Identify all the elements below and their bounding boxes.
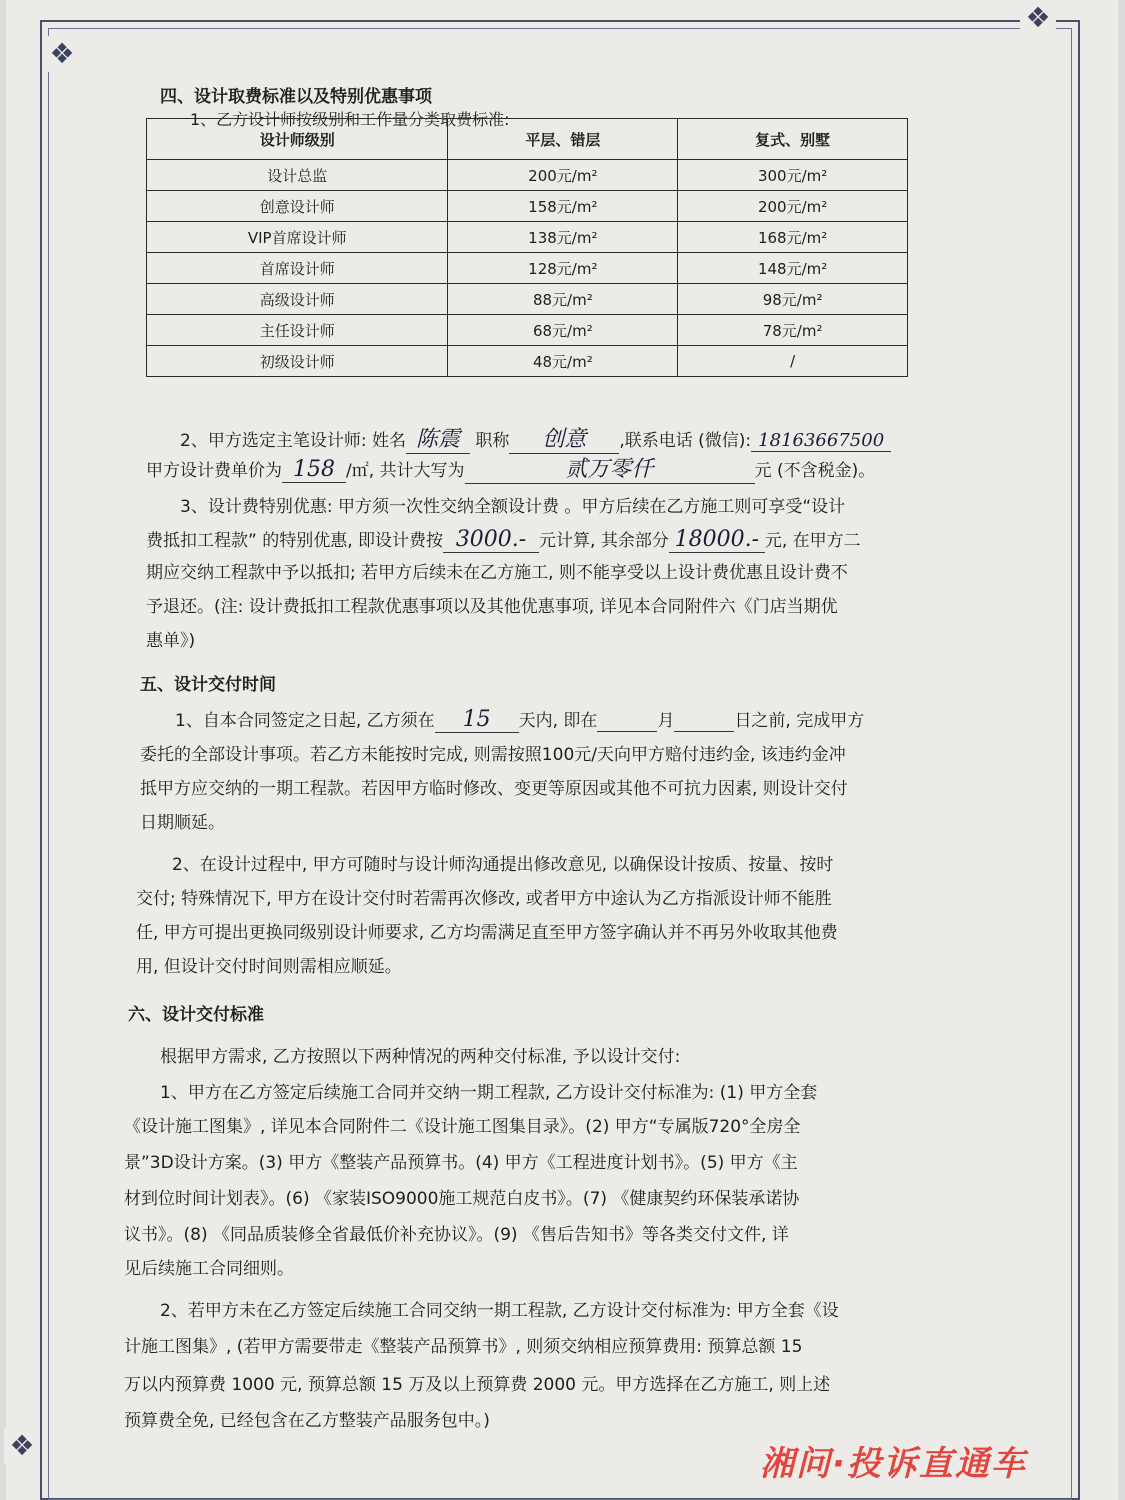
delivery-mid: 天内, 即在 <box>518 711 598 731</box>
cell-level: 初级设计师 <box>147 346 448 377</box>
delivery-line-2: 委托的全部设计事项。若乙方未能按时完成, 则需按照100元/天向甲方赔付违约金, 该违约金冲 <box>140 745 846 765</box>
cell-level: VIP首席设计师 <box>147 222 448 253</box>
standard-p1-line-1: 1、甲方在乙方签定后续施工合同并交纳一期工程款, 乙方设计交付标准为: (1) 甲方全套 <box>160 1083 818 1103</box>
total-handwritten: 贰万零仟 <box>465 452 755 484</box>
discount-line-3: 期应交纳工程款中予以抵扣; 若甲方后续未在乙方施工, 则不能享受以上设计费优惠且设计费不 <box>146 563 848 583</box>
cell-level: 首席设计师 <box>147 253 448 284</box>
fee-table-header-row <box>147 119 908 160</box>
discount-fee-handwritten: 3000.- <box>443 527 539 553</box>
standard-intro: 根据甲方需求, 乙方按照以下两种情况的两种交付标准, 予以设计交付: <box>160 1047 681 1067</box>
standard-p1-line-4: 材到位时间计划表》。(6) 《家装ISO9000施工规范白皮书》。(7) 《健康契约环保装承诺协 <box>124 1189 800 1209</box>
table-row <box>147 191 908 222</box>
discount-prefix: 费抵扣工程款” 的特别优惠, 即设计费按 <box>146 531 444 551</box>
header-duplex: 复式、别墅 <box>678 119 908 160</box>
designer-title-label: 职称 <box>475 431 510 451</box>
cell-flat: 68元/m² <box>448 315 678 346</box>
discount-rest-handwritten: 18000.- <box>669 527 765 553</box>
delivery-line-3: 抵甲方应交纳的一期工程款。若因甲方临时修改、变更等原因或其他不可抗力因素, 则设计交付 <box>140 779 848 799</box>
unit-price-label: 甲方设计费单价为 <box>146 461 282 481</box>
standard-p1-line-2: 《设计施工图集》, 详见本合同附件二《设计施工图集目录》。(2) 甲方“专属版720°全房全 <box>124 1117 801 1137</box>
corner-ornament-icon: ❖ <box>44 36 80 72</box>
corner-ornament-icon: ❖ <box>4 1428 40 1464</box>
delivery-p2-line-4: 用, 但设计交付时间则需相应顺延。 <box>136 957 402 977</box>
table-row <box>147 315 908 346</box>
standard-p2-line-1: 2、若甲方未在乙方签定后续施工合同交纳一期工程款, 乙方设计交付标准为: 甲方全套《设 <box>160 1301 839 1321</box>
phone-handwritten: 18163667500 <box>751 430 891 452</box>
cell-duplex: / <box>678 346 908 377</box>
cell-flat: 48元/m² <box>448 346 678 377</box>
discount-line-1: 3、设计费特别优惠: 甲方须一次性交纳全额设计费 。甲方后续在乙方施工则可享受“设计 <box>180 497 846 517</box>
standard-p1-line-6: 见后续施工合同细则。 <box>124 1259 294 1279</box>
fee-table <box>146 118 908 377</box>
table-row <box>147 346 908 377</box>
cell-flat: 88元/m² <box>448 284 678 315</box>
header-flat: 平层、错层 <box>448 119 678 160</box>
delivery-days-handwritten: 15 <box>435 707 519 733</box>
cell-flat: 128元/m² <box>448 253 678 284</box>
delivery-p2-line-3: 任, 甲方可提出更换同级别设计师要求, 乙方均需满足直至甲方签字确认并不再另外收取其他费 <box>136 923 838 943</box>
delivery-line-1 <box>175 706 864 733</box>
cell-level: 主任设计师 <box>147 315 448 346</box>
discount-line-4: 予退还。(注: 设计费抵扣工程款优惠事项以及其他优惠事项, 详见本合同附件六《门店当期优 <box>146 597 838 617</box>
section-four-heading: 四、设计取费标准以及特别优惠事项 <box>160 87 432 107</box>
delivery-p2-line-2: 交付; 特殊情况下, 甲方在设计交付时若需再次修改, 或者甲方中途认为乙方指派设计师不能胜 <box>136 889 832 909</box>
watermark-logo: 湘问·投诉直通车 <box>760 1444 1027 1484</box>
cell-flat: 200元/m² <box>448 160 678 191</box>
corner-ornament-icon: ❖ <box>1020 0 1056 36</box>
designer-line <box>180 422 891 454</box>
designer-name-handwritten: 陈震 <box>406 422 470 454</box>
standard-p2-line-2: 计施工图集》, (若甲方需要带走《整装产品预算书》, 则须交纳相应预算费用: 预算总额 15 <box>124 1337 803 1357</box>
table-row <box>147 222 908 253</box>
section-five-heading: 五、设计交付时间 <box>140 675 276 695</box>
delivery-day: 日之前, 完成甲方 <box>734 711 865 731</box>
delivery-month: 月 <box>657 711 675 731</box>
cell-duplex: 200元/m² <box>678 191 908 222</box>
delivery-line-4: 日期顺延。 <box>140 813 225 833</box>
table-row <box>147 253 908 284</box>
phone-label: ,联系电话 (微信): <box>619 431 752 451</box>
unit-price-handwritten: 158 <box>282 457 346 483</box>
cell-level: 设计总监 <box>147 160 448 191</box>
cell-flat: 138元/m² <box>448 222 678 253</box>
section-six-heading: 六、设计交付标准 <box>128 1005 264 1025</box>
total-suffix: 元 (不含税金)。 <box>754 461 876 481</box>
delivery-p2-line-1: 2、在设计过程中, 甲方可随时与设计师沟通提出修改意见, 以确保设计按质、按量、按时 <box>172 855 834 875</box>
header-level: 设计师级别 <box>147 119 448 160</box>
cell-duplex: 168元/m² <box>678 222 908 253</box>
standard-p2-line-4: 预算费全免, 已经包含在乙方整装产品服务包中。) <box>124 1411 490 1431</box>
standard-p2-line-3: 万以内预算费 1000 元, 预算总额 15 万及以上预算费 2000 元。甲方选择在乙方施工, 则上述 <box>124 1375 831 1395</box>
cell-duplex: 98元/m² <box>678 284 908 315</box>
cell-duplex: 78元/m² <box>678 315 908 346</box>
discount-line-5: 惠单》) <box>146 631 196 651</box>
cell-flat: 158元/m² <box>448 191 678 222</box>
table-row <box>147 160 908 191</box>
cell-level: 创意设计师 <box>147 191 448 222</box>
fee-intro: 1、乙方设计师按级别和工作量分类取费标准: <box>190 110 510 129</box>
designer-name-label: 2、甲方选定主笔设计师: 姓名 <box>180 431 406 451</box>
delivery-prefix: 1、自本合同签定之日起, 乙方须在 <box>175 711 435 731</box>
standard-p1-line-5: 议书》。(8) 《同品质装修全省最低价补充协议》。(9) 《售后告知书》等各类交付文件, 详 <box>124 1225 789 1245</box>
unit-price-line <box>146 452 875 484</box>
discount-suffix: 元, 在甲方二 <box>764 531 861 551</box>
discount-line-2 <box>146 526 861 553</box>
table-row <box>147 284 908 315</box>
cell-duplex: 300元/m² <box>678 160 908 191</box>
cell-level: 高级设计师 <box>147 284 448 315</box>
total-label: /㎡, 共计大写为 <box>346 461 465 481</box>
cell-duplex: 148元/m² <box>678 253 908 284</box>
designer-title-handwritten: 创意 <box>509 422 619 454</box>
discount-mid: 元计算, 其余部分 <box>539 531 669 551</box>
standard-p1-line-3: 景”3D设计方案。(3) 甲方《整装产品预算书。(4) 甲方《工程进度计划书》。(5) 甲方《主 <box>124 1153 798 1173</box>
